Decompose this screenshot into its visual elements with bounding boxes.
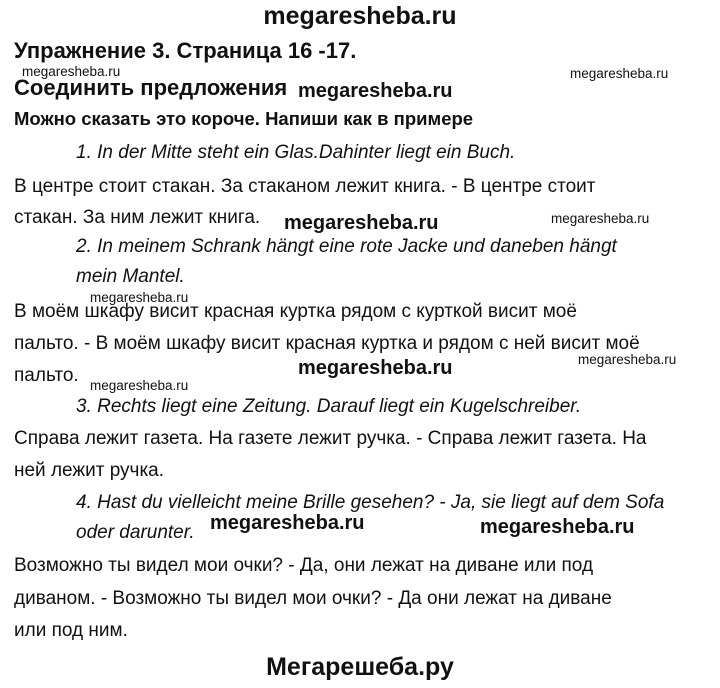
watermark: megaresheba.ru bbox=[284, 212, 439, 234]
watermark: megaresheba.ru bbox=[298, 80, 453, 102]
site-header: megaresheba.ru bbox=[263, 2, 457, 30]
item-4-russian-line-3: или под ним. bbox=[14, 620, 128, 641]
exercise-task: Можно сказать это короче. Напиши как в примере bbox=[14, 108, 474, 129]
item-2-russian-line-3: пальто. bbox=[14, 365, 79, 386]
watermark: megaresheba.ru bbox=[90, 378, 189, 393]
item-4-russian-line-1: Возможно ты видел мои очки? - Да, они лежат на диване или под bbox=[14, 555, 594, 576]
item-4-german-line-1: 4. Hast du vielleicht meine Brille gesehen? - Ja, sie liegt auf dem Sofa bbox=[76, 492, 665, 513]
item-1-russian-line-2: стакан. За ним лежит книга. bbox=[14, 207, 261, 228]
item-2-german-line-2: mein Mantel. bbox=[76, 266, 185, 287]
item-3-german-line-1: 3. Rechts liegt eine Zeitung. Darauf liegt ein Kugelschreiber. bbox=[76, 396, 582, 417]
item-3-russian-line-1: Справа лежит газета. На газете лежит ручка. - Справа лежит газета. На bbox=[14, 428, 647, 449]
item-1-russian-line-1: В центре стоит стакан. За стаканом лежит книга. - В центре стоит bbox=[14, 176, 596, 197]
item-2-russian-line-2: пальто. - В моём шкафу висит красная куртка и рядом с ней висит моё bbox=[14, 333, 640, 354]
watermark: megaresheba.ru bbox=[90, 290, 189, 305]
item-2-german-line-1: 2. In meinem Schrank hängt eine rote Jacke und daneben hängt bbox=[76, 236, 617, 257]
watermark: megaresheba.ru bbox=[551, 211, 650, 226]
item-4-german-line-2: oder darunter. bbox=[76, 522, 195, 543]
watermark: megaresheba.ru bbox=[298, 357, 453, 379]
watermark: megaresheba.ru bbox=[210, 512, 365, 534]
watermark: megaresheba.ru bbox=[578, 352, 677, 367]
site-footer: Мегарешеба.ру bbox=[266, 653, 454, 681]
exercise-subtitle: Соединить предложения bbox=[14, 75, 288, 100]
watermark: megaresheba.ru bbox=[570, 66, 669, 81]
exercise-title: Упражнение 3. Страница 16 -17. bbox=[14, 38, 357, 63]
item-1-german-line-1: 1. In der Mitte steht ein Glas.Dahinter liegt ein Buch. bbox=[76, 142, 516, 163]
watermark: megaresheba.ru bbox=[22, 64, 121, 79]
item-3-russian-line-2: ней лежит ручка. bbox=[14, 460, 165, 481]
watermark: megaresheba.ru bbox=[480, 516, 635, 538]
item-4-russian-line-2: диваном. - Возможно ты видел мои очки? - Да они лежат на диване bbox=[14, 588, 612, 609]
item-2-russian-line-1: В моём шкафу висит красная куртка рядом с курткой висит моё bbox=[14, 301, 577, 322]
